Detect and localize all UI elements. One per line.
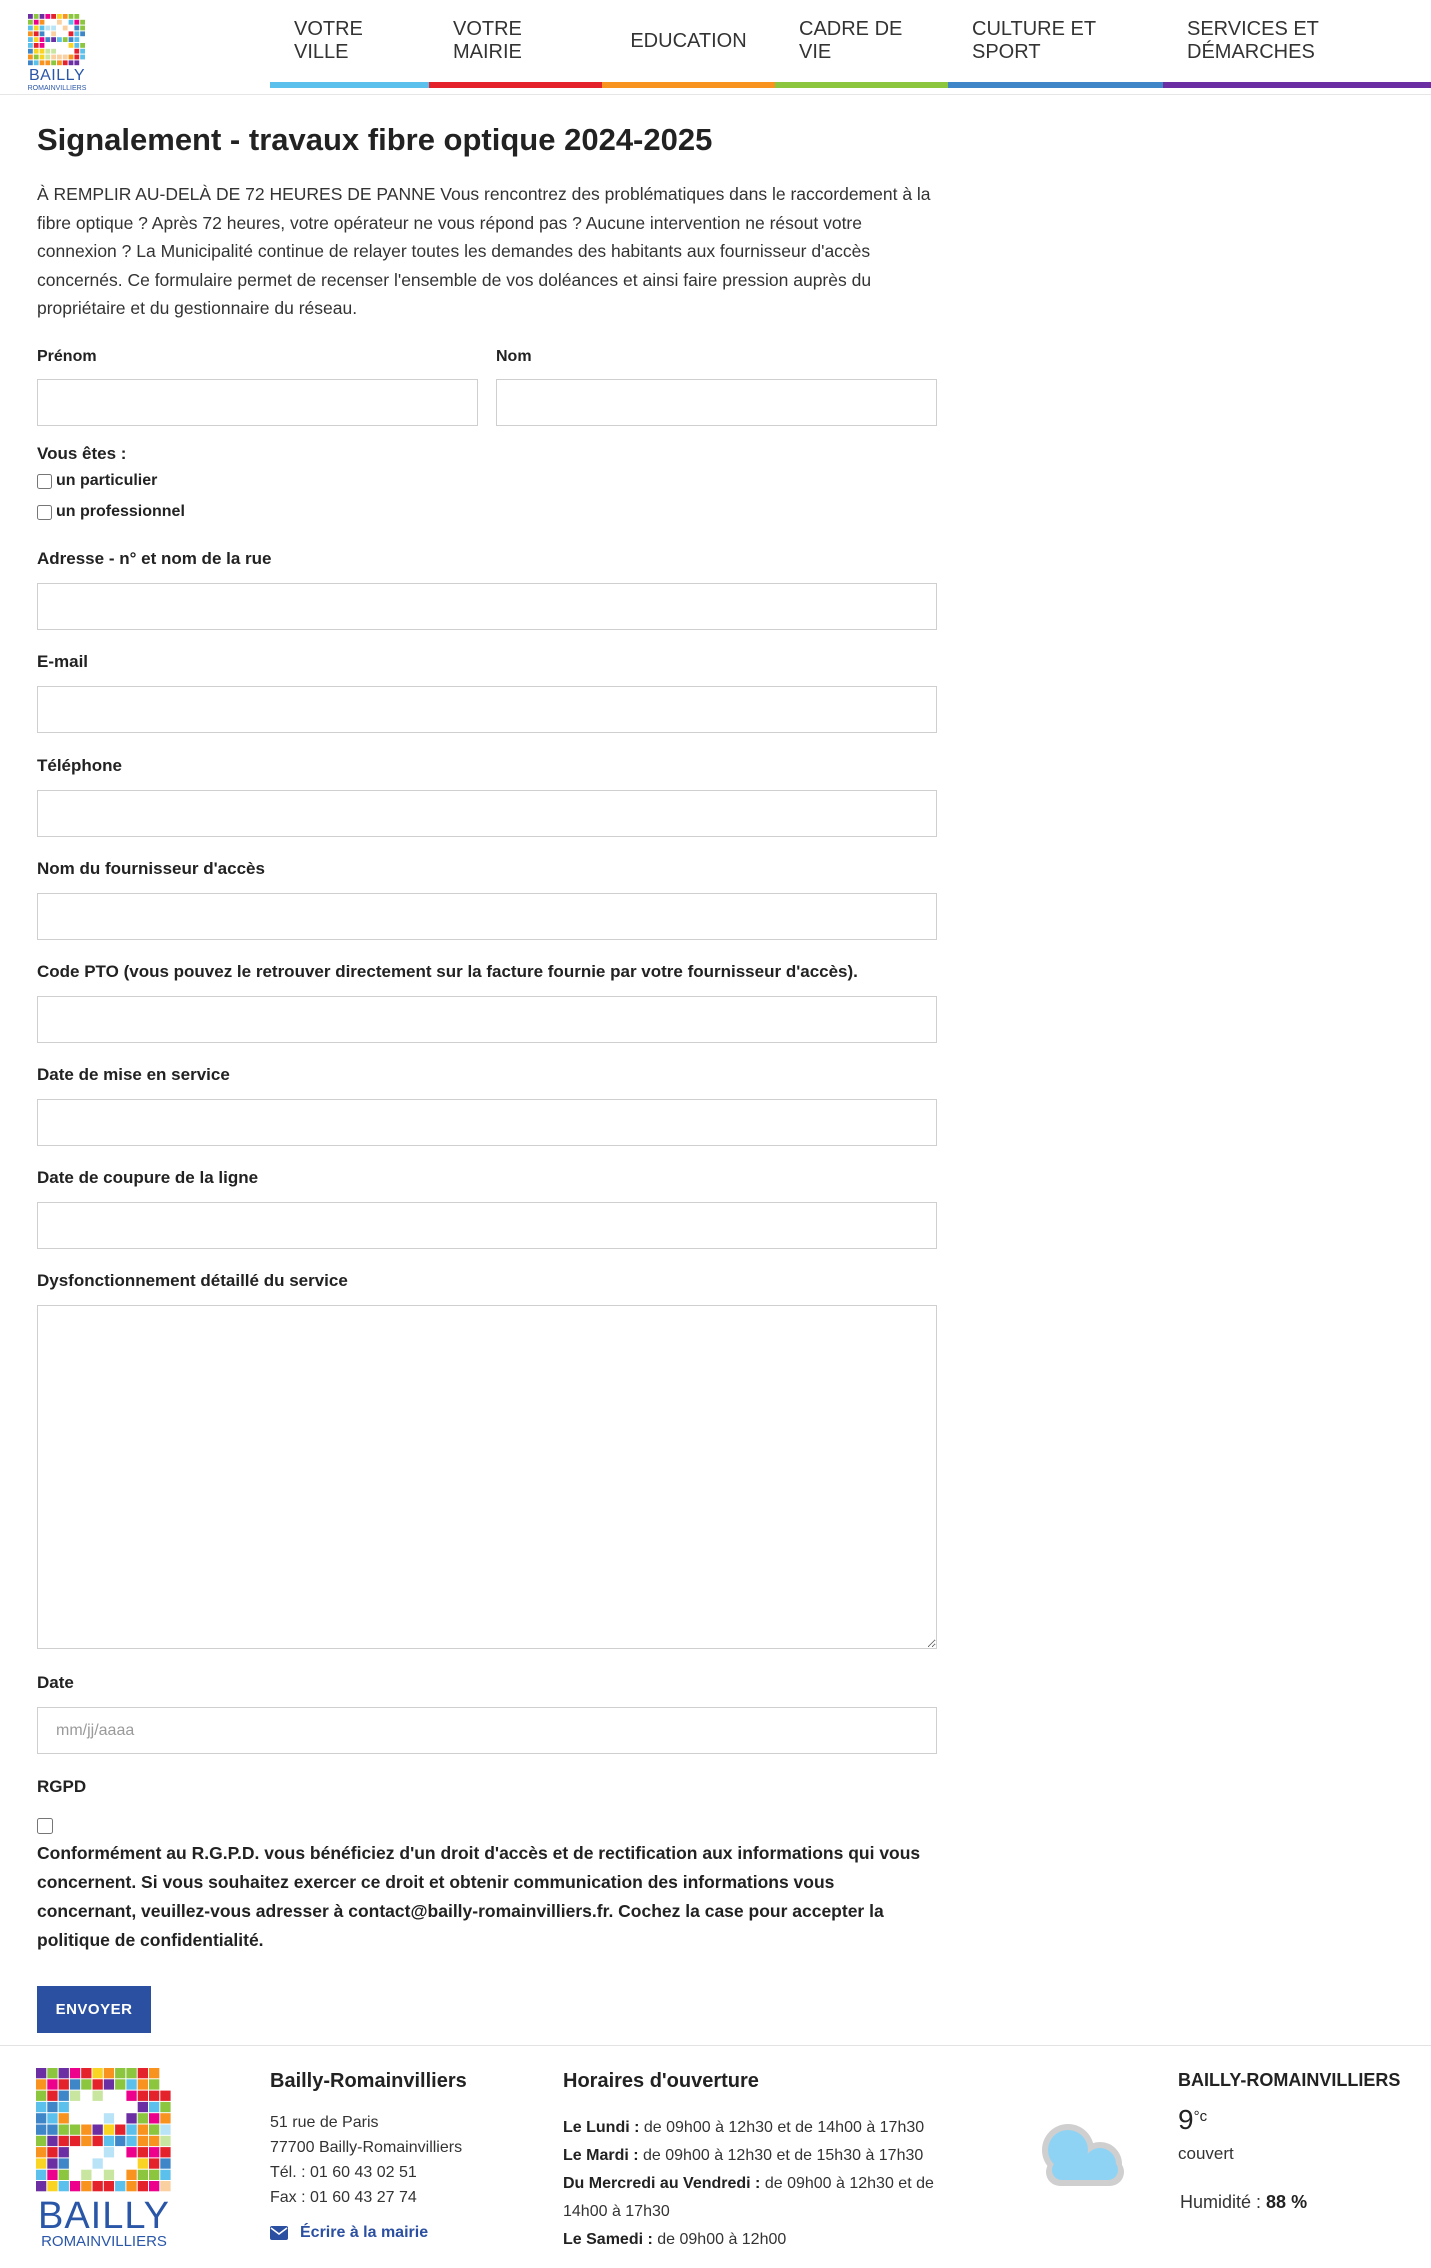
email-input[interactable]	[37, 686, 937, 733]
logo-tile	[28, 20, 33, 25]
logo-tile	[47, 2079, 57, 2089]
fournisseur-input[interactable]	[37, 893, 937, 940]
logo-tile	[36, 2125, 46, 2135]
logo-text-romainvilliers: ROMAINVILLIERS	[41, 2233, 167, 2250]
logo-tile	[59, 2181, 69, 2191]
logo-tile	[126, 2079, 136, 2089]
prenom-input[interactable]	[37, 379, 478, 426]
logo-tile	[28, 14, 33, 19]
temperature-unit: °c	[1193, 2108, 1208, 2125]
logo-tile	[45, 55, 50, 60]
logo-tile	[70, 2125, 80, 2135]
hours-day: Le Samedi :	[563, 2231, 653, 2248]
logo-tile	[40, 60, 45, 65]
logo-tile	[93, 2158, 103, 2168]
logo-tile	[47, 2147, 57, 2157]
logo-tile	[93, 2136, 103, 2146]
logo-tile	[36, 2068, 46, 2078]
logo-tile	[47, 2170, 57, 2180]
option-particulier[interactable]	[37, 472, 157, 490]
logo-tile	[28, 60, 33, 65]
vous-etes-label: Vous êtes :	[37, 444, 127, 463]
logo-tile	[104, 2170, 114, 2180]
logo-tile	[81, 2068, 91, 2078]
logo-text-romainvilliers: ROMAINVILLIERS	[27, 85, 87, 92]
logo-tile	[70, 2181, 80, 2191]
logo-tile	[74, 26, 79, 31]
logo-tile	[59, 2079, 69, 2089]
logo-tile	[40, 20, 45, 25]
nav-culture-et-sport[interactable]	[948, 0, 1163, 88]
logo-tile	[45, 49, 50, 54]
logo-tile	[28, 55, 33, 60]
logo-tile	[93, 2125, 103, 2135]
logo-text-bailly: BAILLY	[28, 67, 86, 84]
nav-label: CULTURE ET SPORT	[972, 18, 1096, 63]
logo-tile	[80, 26, 85, 31]
weather-city: BAILLY-ROMAINVILLIERS	[1178, 2070, 1401, 2090]
logo-tile	[47, 2102, 57, 2112]
logo-tile	[59, 2125, 69, 2135]
rgpd-label: RGPD	[37, 1777, 87, 1796]
logo-tile	[36, 2170, 46, 2180]
nav-label: CADRE DE VIE	[799, 18, 903, 63]
logo-tile	[34, 60, 39, 65]
logo-tile	[160, 2181, 170, 2191]
particulier-checkbox[interactable]	[37, 474, 52, 489]
weather-humidity	[1180, 2192, 1307, 2213]
nav-votre-mairie[interactable]	[429, 0, 602, 88]
logo-tile	[160, 2113, 170, 2123]
logo-tile	[28, 37, 33, 42]
site-logo[interactable]	[26, 14, 88, 90]
logo-tile	[104, 2079, 114, 2089]
logo-tile	[74, 37, 79, 42]
logo-tile	[34, 49, 39, 54]
logo-tile	[69, 14, 74, 19]
logo-tile	[59, 2147, 69, 2157]
logo-tile	[149, 2181, 159, 2191]
hours-time: de 09h00 à 12h30 et de 14h00 à 17h30	[639, 2119, 925, 2136]
professionnel-checkbox[interactable]	[37, 505, 52, 520]
logo-tile	[59, 2136, 69, 2146]
logo-mosaic-icon	[36, 2068, 172, 2198]
submit-button[interactable]: ENVOYER	[37, 1986, 151, 2033]
logo-tile	[160, 2102, 170, 2112]
logo-tile	[70, 2079, 80, 2089]
logo-tile	[34, 20, 39, 25]
nav-label: VOTRE VILLE	[294, 18, 363, 63]
logo-tile	[160, 2091, 170, 2101]
dysfonctionnement-label: Dysfonctionnement détaillé du service	[37, 1271, 348, 1290]
logo-tile	[40, 26, 45, 31]
logo-tile	[74, 14, 79, 19]
logo-tile	[63, 37, 68, 42]
logo-tile	[59, 2091, 69, 2101]
logo-tile	[34, 55, 39, 60]
logo-tile	[126, 2125, 136, 2135]
logo-tile	[47, 2158, 57, 2168]
logo-tile	[74, 31, 79, 36]
email-label: E-mail	[37, 652, 89, 671]
logo-tile	[115, 2068, 125, 2078]
form-intro: À REMPLIR AU-DELÀ DE 72 HEURES DE PANNE Vous rencontrez des problématiques dans le raccordement à la fibre optique ? Après 72 heures, votre opérateur ne vous répond pas ? Aucune intervention ne résout votre connexion ? La Municipalité continue de relayer toutes les demandes des habitants aux fournisseur d'accès concernés. Ce formulaire permet de recenser l'ensemble de vos doléances et ainsi faire pression auprès du propriétaire et du gestionnaire du réseau.	[37, 184, 931, 318]
rgpd-text: Conformément au R.G.P.D. vous bénéficiez d'un droit d'accès et de rectification aux informations qui vous concernent. Si vous souhaitez exercer ce droit et obtenir communication des informations vous concernant, veuillez-vous adresser à contact@bailly-romainvilliers.fr. Cochez la case pour accepter la politique de confidentialité.	[37, 1843, 921, 1950]
address-line-1: 51 rue de Paris	[270, 2114, 379, 2131]
phone-number: Tél. : 01 60 43 02 51	[270, 2164, 417, 2181]
weather-temperature	[1178, 2104, 1207, 2136]
logo-tile	[126, 2113, 136, 2123]
hours-mercredi-vendredi	[563, 2170, 943, 2226]
logo-tile	[34, 26, 39, 31]
logo-mosaic-icon	[28, 14, 86, 66]
logo-tile	[57, 14, 62, 19]
temperature-value: 9	[1178, 2104, 1194, 2135]
logo-tile	[160, 2136, 170, 2146]
logo-tile	[74, 55, 79, 60]
fax-number: Fax : 01 60 43 27 74	[270, 2189, 417, 2206]
nom-input[interactable]	[496, 379, 937, 426]
logo-tile	[59, 2102, 69, 2112]
logo-tile	[149, 2136, 159, 2146]
logo-tile	[149, 2125, 159, 2135]
opening-hours	[563, 2114, 943, 2254]
logo-tile	[59, 2170, 69, 2180]
logo-tile	[81, 2079, 91, 2089]
nav-services-et-demarches[interactable]	[1163, 0, 1431, 88]
logo-tile	[149, 2113, 159, 2123]
logo-tile	[149, 2147, 159, 2157]
logo-tile	[126, 2147, 136, 2157]
logo-tile	[126, 2170, 136, 2180]
logo-tile	[63, 55, 68, 60]
envelope-icon	[270, 2226, 288, 2240]
logo-tile	[160, 2158, 170, 2168]
logo-tile	[70, 2136, 80, 2146]
mise-en-service-label: Date de mise en service	[37, 1065, 230, 1084]
logo-tile	[104, 2147, 114, 2157]
logo-tile	[40, 37, 45, 42]
logo-tile	[138, 2091, 148, 2101]
logo-tile	[51, 14, 56, 19]
logo-tile	[36, 2181, 46, 2191]
logo-tile	[57, 55, 62, 60]
logo-tile	[40, 14, 45, 19]
logo-tile	[47, 2068, 57, 2078]
adresse-label: Adresse - n° et nom de la rue	[37, 549, 272, 568]
logo-text-bailly: BAILLY	[37, 2195, 171, 2237]
logo-tile	[138, 2079, 148, 2089]
footer-logo[interactable]	[36, 2068, 172, 2250]
logo-tile	[40, 55, 45, 60]
logo-tile	[59, 2068, 69, 2078]
logo-tile	[45, 26, 50, 31]
logo-tile	[51, 31, 56, 36]
logo-tile	[80, 31, 85, 36]
logo-tile	[47, 2136, 57, 2146]
logo-tile	[34, 14, 39, 19]
logo-tile	[104, 2068, 114, 2078]
dysfonctionnement-textarea[interactable]	[37, 1305, 937, 1649]
logo-tile	[115, 2136, 125, 2146]
logo-tile	[34, 37, 39, 42]
logo-tile	[36, 2079, 46, 2089]
logo-tile	[138, 2125, 148, 2135]
logo-tile	[126, 2136, 136, 2146]
logo-tile	[47, 2181, 57, 2191]
logo-tile	[40, 43, 45, 48]
logo-tile	[63, 60, 68, 65]
hours-day: Le Lundi :	[563, 2119, 640, 2136]
logo-tile	[28, 31, 33, 36]
logo-tile	[34, 43, 39, 48]
logo-tile	[81, 2170, 91, 2180]
write-mairie-label: Écrire à la mairie	[300, 2224, 429, 2241]
logo-tile	[51, 55, 56, 60]
prenom-label: Prénom	[37, 348, 97, 365]
hours-time: de 09h00 à 12h00	[652, 2231, 787, 2248]
site-footer	[0, 2045, 1431, 2268]
logo-tile	[59, 2158, 69, 2168]
nav-label: SERVICES ET DÉMARCHES	[1187, 18, 1319, 63]
nom-label: Nom	[496, 348, 532, 365]
logo-tile	[51, 26, 56, 31]
logo-tile	[81, 2181, 91, 2191]
logo-tile	[70, 2068, 80, 2078]
logo-tile	[160, 2170, 170, 2180]
hours-day: Le Mardi :	[563, 2147, 639, 2164]
logo-tile	[69, 43, 74, 48]
logo-tile	[59, 2113, 69, 2123]
fournisseur-label: Nom du fournisseur d'accès	[37, 859, 265, 878]
logo-tile	[69, 20, 74, 25]
logo-tile	[138, 2136, 148, 2146]
logo-tile	[138, 2181, 148, 2191]
logo-tile	[36, 2102, 46, 2112]
logo-tile	[80, 49, 85, 54]
logo-tile	[115, 2181, 125, 2191]
humidity-value: 88 %	[1266, 2192, 1308, 2212]
logo-tile	[138, 2147, 148, 2157]
logo-tile	[93, 2068, 103, 2078]
logo-tile	[40, 31, 45, 36]
logo-tile	[28, 26, 33, 31]
logo-tile	[36, 2113, 46, 2123]
cloud-icon	[1036, 2118, 1132, 2190]
logo-tile	[36, 2136, 46, 2146]
logo-tile	[104, 2136, 114, 2146]
nav-label: VOTRE MAIRIE	[453, 18, 522, 63]
logo-tile	[80, 20, 85, 25]
logo-tile	[57, 20, 62, 25]
hours-day: Du Mercredi au Vendredi :	[563, 2175, 761, 2192]
date-label: Date	[37, 1673, 74, 1692]
logo-tile	[74, 60, 79, 65]
logo-tile	[149, 2170, 159, 2180]
pto-label: Code PTO (vous pouvez le retrouver directement sur la facture fournie par votre fournisseur d'accès).	[37, 962, 858, 981]
particulier-label: un particulier	[56, 472, 158, 489]
logo-tile	[126, 2091, 136, 2101]
professionnel-label: un professionnel	[56, 503, 185, 520]
telephone-label: Téléphone	[37, 756, 123, 775]
site-header	[0, 0, 1431, 95]
logo-tile	[40, 49, 45, 54]
logo-tile	[149, 2068, 159, 2078]
nav-education[interactable]	[602, 0, 775, 88]
main-nav	[270, 0, 1431, 94]
logo-tile	[69, 55, 74, 60]
logo-tile	[93, 2079, 103, 2089]
contact-title: Bailly-Romainvilliers	[270, 2070, 467, 2092]
adresse-input[interactable]	[37, 583, 937, 630]
logo-tile	[74, 20, 79, 25]
logo-tile	[36, 2147, 46, 2157]
nav-label: EDUCATION	[630, 29, 747, 52]
logo-tile	[149, 2102, 159, 2112]
logo-tile	[51, 49, 56, 54]
pto-input[interactable]	[37, 996, 937, 1043]
logo-tile	[104, 2113, 114, 2123]
logo-tile	[69, 31, 74, 36]
logo-tile	[28, 43, 33, 48]
logo-tile	[63, 26, 68, 31]
logo-tile	[81, 2125, 91, 2135]
logo-tile	[160, 2147, 170, 2157]
logo-tile	[51, 60, 56, 65]
logo-tile	[93, 2181, 103, 2191]
logo-tile	[138, 2068, 148, 2078]
logo-tile	[149, 2079, 159, 2089]
logo-tile	[80, 55, 85, 60]
logo-tile	[45, 37, 50, 42]
telephone-input[interactable]	[37, 790, 937, 837]
logo-tile	[80, 43, 85, 48]
logo-tile	[63, 14, 68, 19]
logo-tile	[36, 2158, 46, 2168]
logo-tile	[81, 2136, 91, 2146]
logo-tile	[138, 2113, 148, 2123]
logo-tile	[36, 2091, 46, 2101]
write-mairie-link[interactable]	[270, 2224, 428, 2242]
hours-title: Horaires d'ouverture	[563, 2070, 759, 2092]
address-line-2: 77700 Bailly-Romainvilliers	[270, 2139, 463, 2156]
logo-tile	[69, 37, 74, 42]
logo-tile	[93, 2091, 103, 2101]
hours-mardi	[563, 2142, 943, 2170]
nav-cadre-de-vie[interactable]	[775, 0, 948, 88]
logo-tile	[34, 31, 39, 36]
logo-tile	[126, 2181, 136, 2191]
logo-tile	[126, 2068, 136, 2078]
logo-tile	[104, 2125, 114, 2135]
hours-lundi	[563, 2114, 943, 2142]
logo-tile	[28, 49, 33, 54]
logo-tile	[74, 43, 79, 48]
logo-tile	[115, 2125, 125, 2135]
date-input[interactable]	[37, 1707, 937, 1754]
logo-tile	[51, 37, 56, 42]
logo-tile	[57, 37, 62, 42]
logo-tile	[45, 60, 50, 65]
hours-time: de 09h00 à 12h30 et de 15h30 à 17h30	[638, 2147, 924, 2164]
logo-tile	[45, 14, 50, 19]
logo-tile	[149, 2158, 159, 2168]
mise-en-service-input[interactable]	[37, 1099, 937, 1146]
logo-tile	[47, 2113, 57, 2123]
weather-description: couvert	[1178, 2144, 1234, 2163]
hours-samedi	[563, 2226, 943, 2254]
logo-tile	[70, 2091, 80, 2101]
option-professionnel[interactable]	[37, 503, 185, 521]
logo-tile	[74, 49, 79, 54]
page-title: Signalement - travaux fibre optique 2024-2025	[37, 122, 713, 157]
logo-tile	[47, 2091, 57, 2101]
coupure-input[interactable]	[37, 1202, 937, 1249]
logo-tile	[138, 2158, 148, 2168]
nav-votre-ville[interactable]	[270, 0, 429, 88]
logo-tile	[104, 2181, 114, 2191]
logo-tile	[57, 60, 62, 65]
rgpd-checkbox[interactable]	[37, 1818, 53, 1834]
logo-tile	[138, 2170, 148, 2180]
logo-tile	[149, 2091, 159, 2101]
coupure-label: Date de coupure de la ligne	[37, 1168, 259, 1187]
logo-tile	[115, 2079, 125, 2089]
logo-tile	[138, 2102, 148, 2112]
hours-time: de 09h00 à 12h30 et de 14h00 à 17h30	[563, 2175, 934, 2220]
logo-tile	[69, 60, 74, 65]
logo-tile	[160, 2125, 170, 2135]
humidity-label: Humidité :	[1180, 2192, 1262, 2212]
logo-tile	[47, 2125, 57, 2135]
